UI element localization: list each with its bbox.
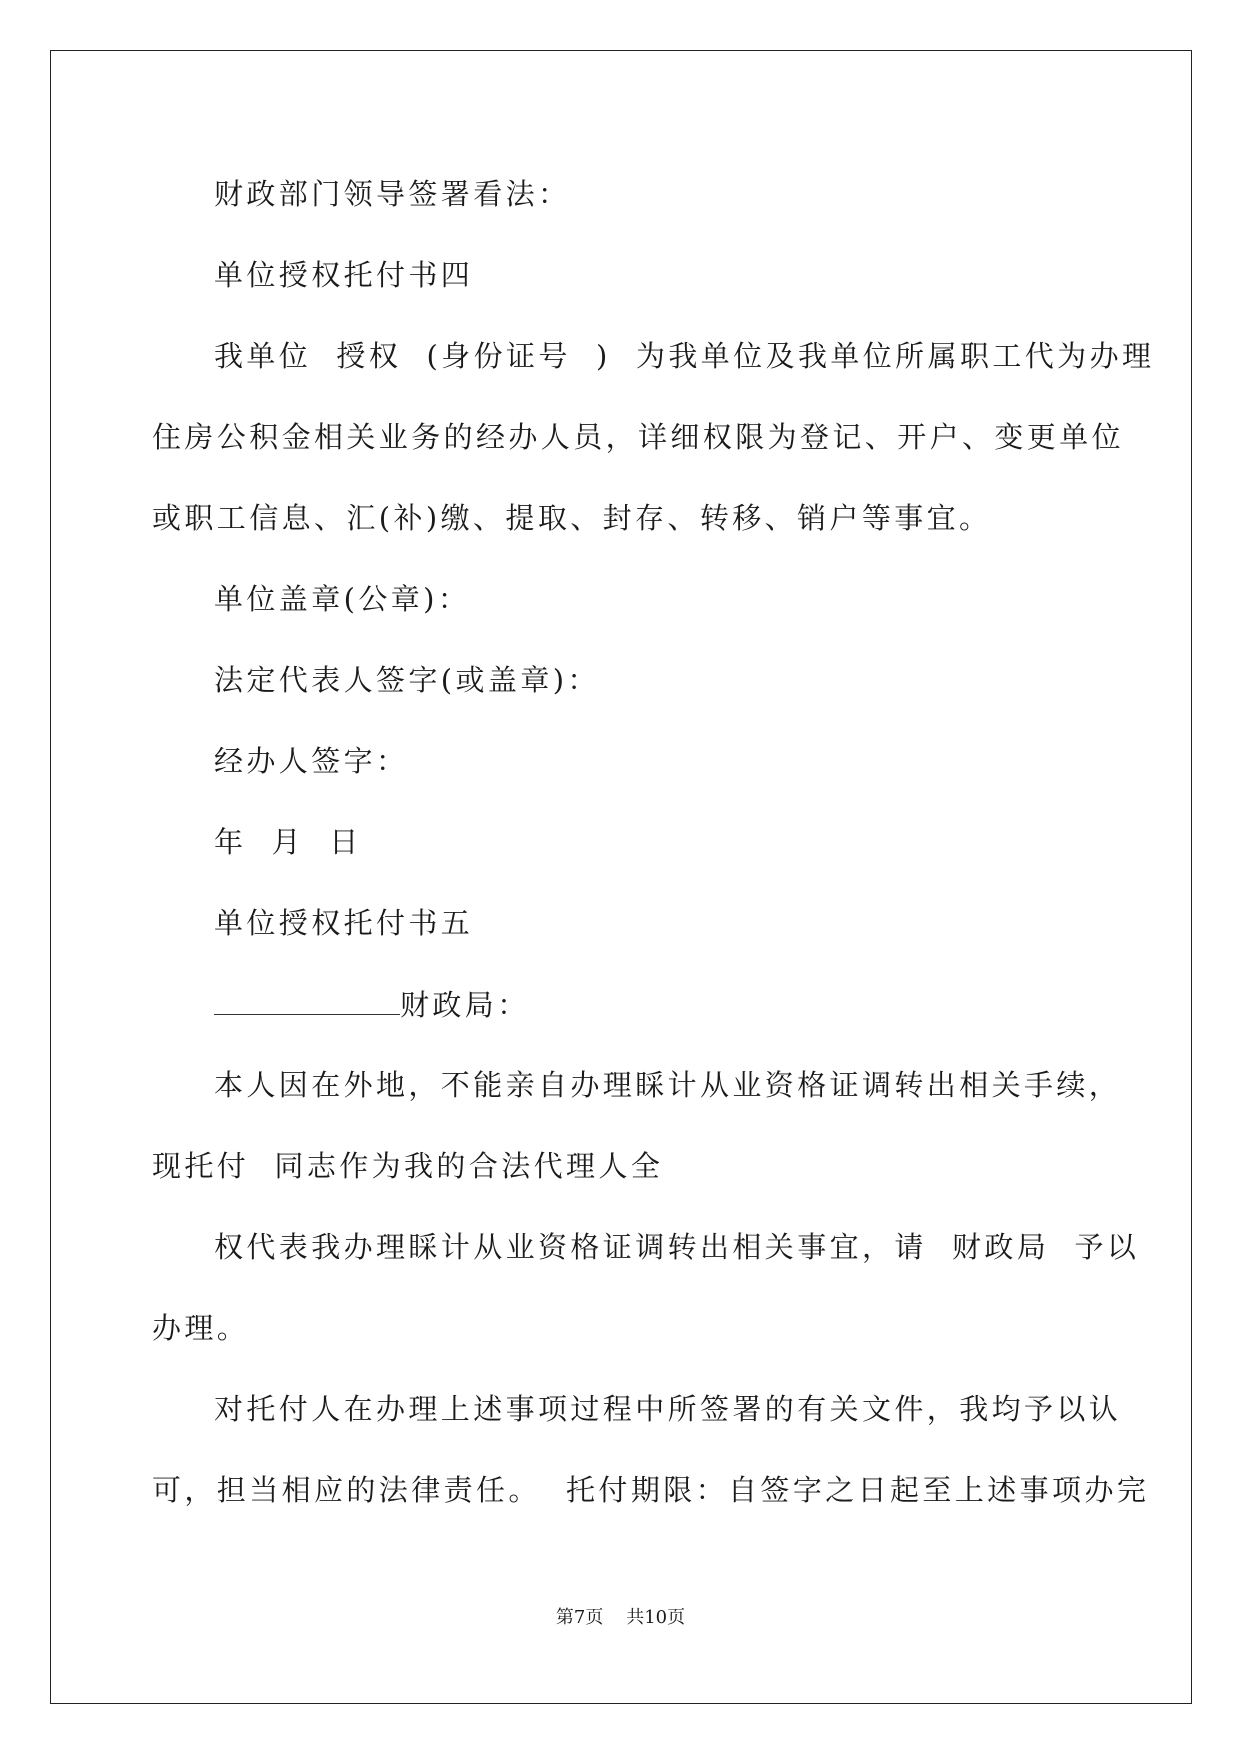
handler-signature-label: 经办人签字： [214,744,409,778]
section-heading-five: 单位授权托付书五 [214,906,474,940]
page-border [50,50,1192,1704]
blank-underline [214,984,400,1015]
unit-seal-label: 单位盖章(公章)： [214,582,471,616]
body-paragraph-line: 或职工信息、汇(补)缴、提取、封存、转移、销户等事宜。 [152,501,992,535]
body-paragraph-line: 权代表我办理睬计从业资格证调转出相关事宜，请 财政局 予以 [214,1230,1140,1264]
page-number-footer: 第7页 共10页 [555,1607,686,1628]
body-paragraph-line: 我单位 授权 (身份证号 ) 为我单位及我单位所属职工代为办理 [214,339,1155,373]
date-line: 年 月 日 [214,825,362,859]
finance-leader-opinion-line: 财政部门领导签署看法： [214,177,571,211]
body-paragraph-line: 住房公积金相关业务的经办人员，详细权限为登记、开户、变更单位 [152,420,1125,454]
body-paragraph-line: 办理。 [152,1311,250,1345]
section-heading-four: 单位授权托付书四 [214,258,474,292]
addressee-text: 财政局： [400,988,530,1022]
body-paragraph-line: 对托付人在办理上述事项过程中所签署的有关文件，我均予以认 [214,1392,1122,1426]
body-paragraph-line: 可，担当相应的法律责任。 托付期限：自签字之日起至上述事项办完 [152,1473,1150,1507]
body-paragraph-line: 现托付 同志作为我的合法代理人全 [152,1149,664,1183]
body-paragraph-line: 本人因在外地，不能亲自办理睬计从业资格证调转出相关手续， [214,1068,1122,1102]
legal-representative-signature-label: 法定代表人签字(或盖章)： [214,663,600,697]
addressee-line [214,984,530,1025]
